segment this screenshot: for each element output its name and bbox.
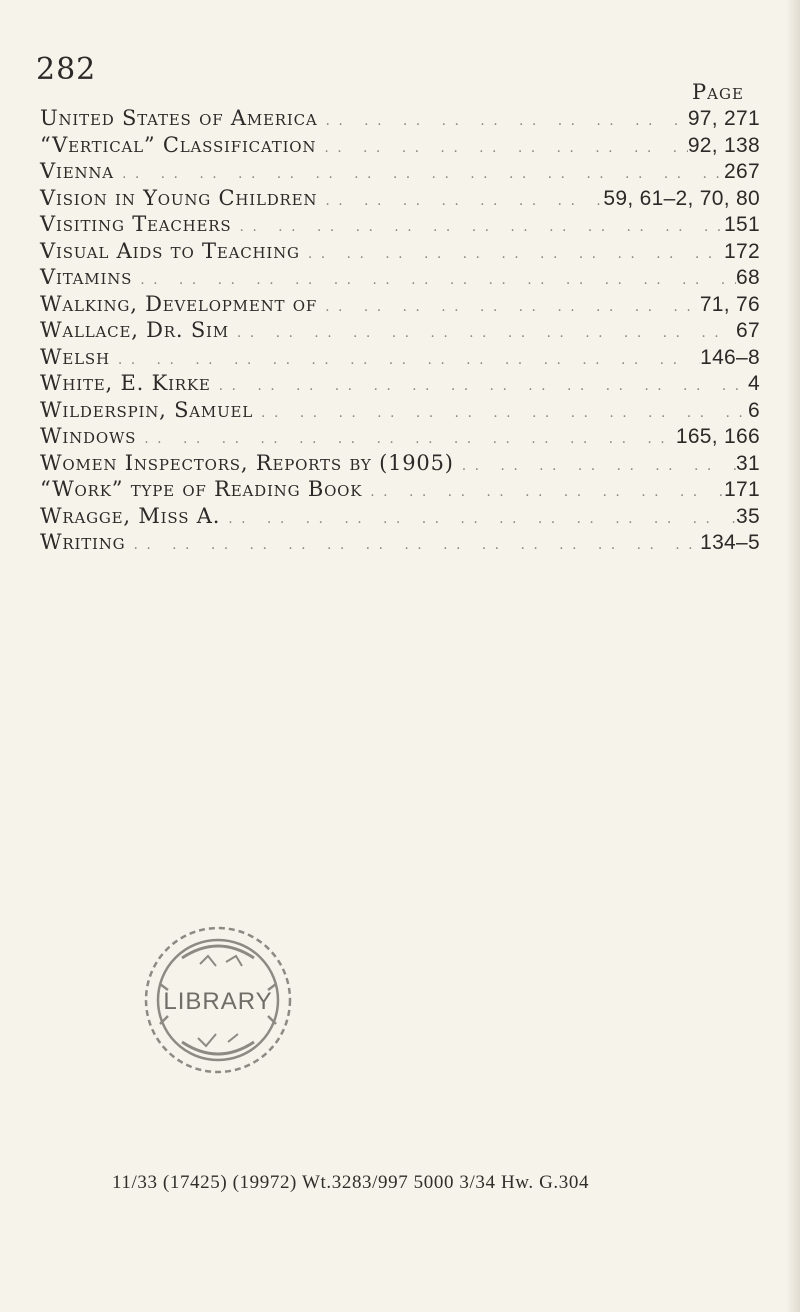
index-entry-term: United States of America xyxy=(40,106,318,130)
index-entry-pages: 59, 61–2, 70, 80 xyxy=(603,186,760,210)
dot-leader xyxy=(317,108,687,135)
index-entry-pages: 6 xyxy=(748,398,760,422)
index-entry-term: Wragge, Miss A. xyxy=(40,503,221,528)
index-entry-term: White, E. Kirke xyxy=(40,371,211,395)
page-number: 282 xyxy=(36,52,97,87)
index-entry-pages: 172 xyxy=(724,239,760,263)
index-entry-term: Vision in Young Children xyxy=(40,185,318,210)
index-entry xyxy=(40,105,760,132)
dot-leader xyxy=(454,453,736,480)
index-entry-term: Vitamins xyxy=(40,265,133,289)
index-entry-pages: 97, 271 xyxy=(687,107,760,130)
dot-leader xyxy=(317,294,700,321)
index-entry-pages: 71, 76 xyxy=(699,292,760,316)
dot-leader xyxy=(362,479,724,506)
index-entry xyxy=(40,370,760,397)
dot-leader xyxy=(316,135,688,162)
index-entry-pages: 4 xyxy=(748,372,760,395)
dot-leader xyxy=(300,241,724,268)
index-entry xyxy=(40,132,760,159)
index-entry xyxy=(40,317,760,344)
index-entry-term: Windows xyxy=(40,424,137,448)
page-column-heading: Page xyxy=(692,80,744,104)
index-entry xyxy=(40,529,760,556)
index-entry-pages: 171 xyxy=(724,478,760,501)
dot-leader xyxy=(211,373,748,400)
index-entry xyxy=(40,423,760,450)
page-edge-shadow xyxy=(786,0,800,1312)
index-entry xyxy=(40,397,760,424)
index-entry-term: Vienna xyxy=(40,159,114,183)
dot-leader xyxy=(253,400,748,427)
index-entry-pages: 267 xyxy=(724,160,760,183)
index-list xyxy=(40,105,760,556)
index-entry-term: Wilderspin, Samuel xyxy=(40,397,254,422)
index-entry-pages: 146–8 xyxy=(700,345,760,369)
index-entry-pages: 134–5 xyxy=(700,531,760,554)
index-entry xyxy=(40,185,760,212)
index-entry-pages: 68 xyxy=(736,266,760,289)
index-entry xyxy=(40,476,760,503)
index-entry xyxy=(40,158,760,185)
index-entry-pages: 165, 166 xyxy=(675,425,760,448)
index-entry-term: Visual Aids to Teaching xyxy=(40,238,300,263)
index-entry xyxy=(40,344,760,371)
index-entry xyxy=(40,291,760,318)
index-entry-term: “Vertical” Classification xyxy=(40,132,317,157)
dot-leader xyxy=(317,188,603,215)
index-entry-pages: 31 xyxy=(736,451,760,475)
index-entry-pages: 67 xyxy=(736,319,760,342)
index-entry-term: Wallace, Dr. Sim xyxy=(40,318,229,342)
dot-leader xyxy=(231,214,724,241)
index-entry-term: Visiting Teachers xyxy=(40,212,232,236)
index-entry-term: “Work” type of Reading Book xyxy=(40,477,363,501)
index-entry-pages: 92, 138 xyxy=(687,133,760,157)
index-entry-term: Welsh xyxy=(40,344,110,369)
dot-leader xyxy=(125,532,700,559)
index-entry xyxy=(40,264,760,291)
index-entry xyxy=(40,211,760,238)
index-entry-term: Writing xyxy=(40,530,126,554)
index-entry-pages: 151 xyxy=(724,213,760,236)
index-entry xyxy=(40,450,760,477)
stamp-label: LIBRARY xyxy=(163,988,273,1015)
printer-imprint: 11/33 (17425) (19972) Wt.3283/997 5000 3/34 Hw. G.304 xyxy=(112,1172,590,1193)
dot-leader xyxy=(220,506,736,533)
index-entry-term: Women Inspectors, Reports by (1905) xyxy=(40,450,454,475)
index-entry-pages: 35 xyxy=(736,504,760,528)
index-entry-term: Walking, Development of xyxy=(40,291,318,316)
dot-leader xyxy=(229,320,736,347)
library-stamp-icon xyxy=(138,920,298,1080)
index-entry xyxy=(40,503,760,530)
index-entry xyxy=(40,238,760,265)
